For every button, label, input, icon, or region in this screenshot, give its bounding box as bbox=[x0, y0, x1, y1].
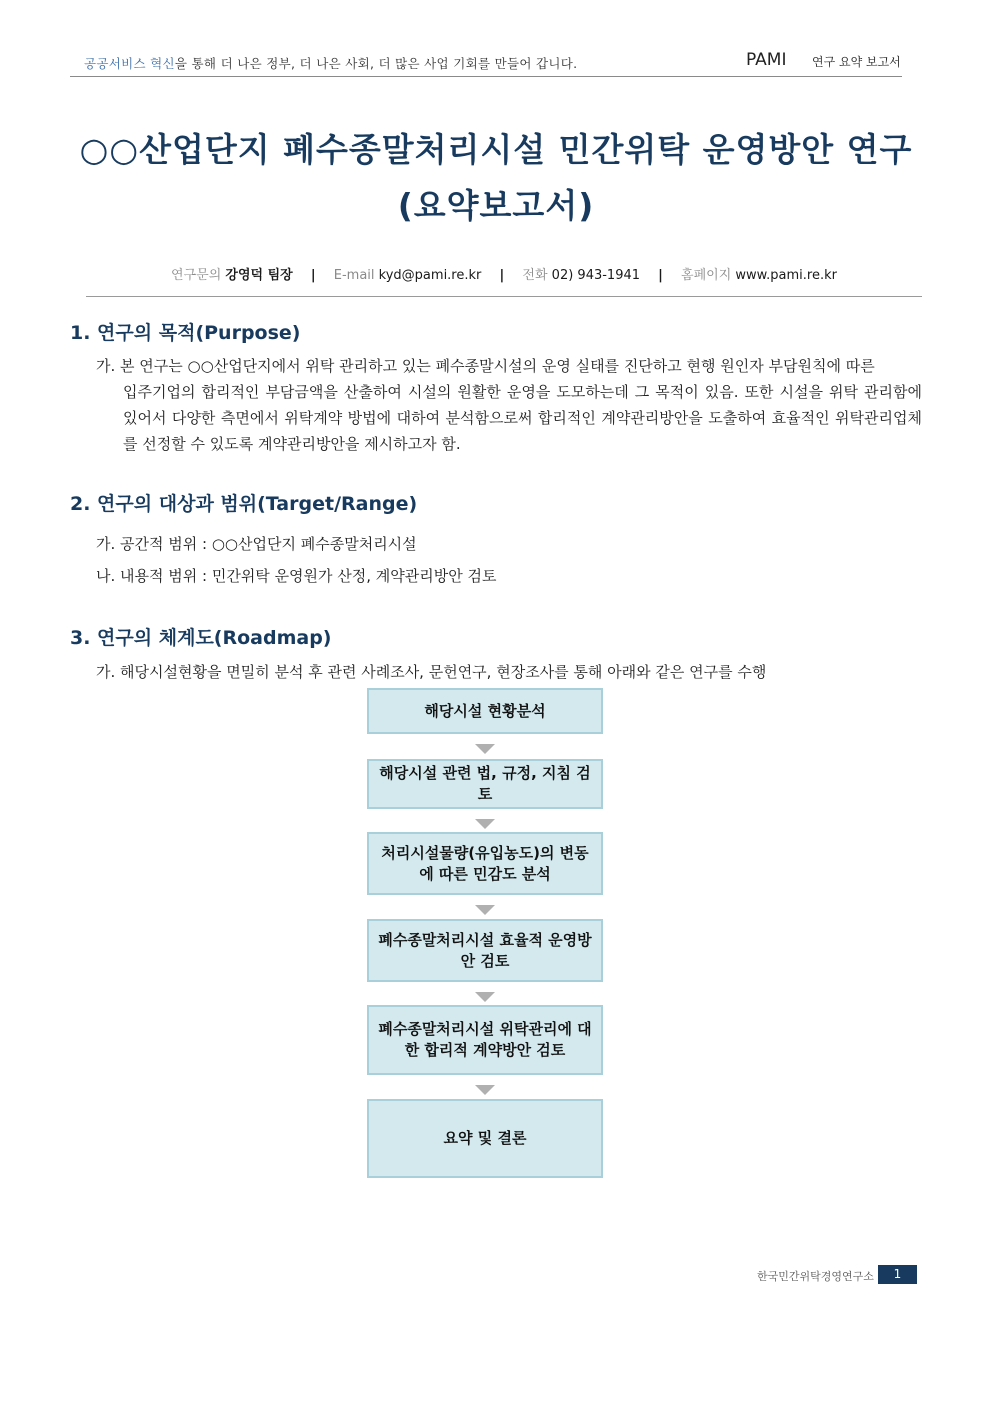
down-arrow-icon bbox=[475, 744, 495, 754]
down-arrow-icon bbox=[475, 819, 495, 829]
inquiry-label: 연구문의 bbox=[171, 268, 222, 283]
roadmap-step-1: 해당시설 현황분석 bbox=[367, 688, 603, 734]
roadmap-step-6: 요약 및 결론 bbox=[367, 1099, 603, 1178]
roadmap-step-5: 폐수종말처리시설 위탁관리에 대한 합리적 계약방안 검토 bbox=[367, 1005, 603, 1075]
email-label: E-mail bbox=[333, 268, 375, 283]
roadmap-step-3: 처리시설물량(유입농도)의 변동에 따른 민감도 분석 bbox=[367, 832, 603, 895]
inquiry-value: 강영덕 팀장 bbox=[225, 268, 293, 283]
down-arrow-icon bbox=[475, 1085, 495, 1095]
slogan-text: 을 통해 더 나은 정부, 더 나은 사회, 더 많은 사업 기회를 만들어 갑니다. bbox=[174, 56, 578, 71]
web-label: 홈페이지 bbox=[681, 268, 732, 283]
contact-line bbox=[0, 264, 992, 283]
web-value[interactable]: www.pami.re.kr bbox=[735, 268, 837, 283]
header-slogan bbox=[84, 54, 577, 72]
report-type: 연구 요약 보고서 bbox=[812, 55, 901, 69]
email-value[interactable]: kyd@pami.re.kr bbox=[378, 268, 482, 283]
section-3-heading: 3. 연구의 체계도(Roadmap) bbox=[70, 627, 332, 649]
phone-value: 02) 943-1941 bbox=[551, 268, 641, 283]
slogan-highlight: 공공서비스 혁신 bbox=[84, 56, 175, 71]
footer-org: 한국민간위탁경영연구소 bbox=[757, 1270, 874, 1283]
phone-label: 전화 bbox=[522, 268, 548, 283]
roadmap-step-2: 해당시설 관련 법, 규정, 지침 검토 bbox=[367, 759, 603, 809]
list-item: 가. 공간적 범위 : ○○산업단지 폐수종말처리시설 bbox=[96, 535, 417, 553]
section-1-paragraph bbox=[96, 353, 922, 457]
down-arrow-icon bbox=[475, 905, 495, 915]
page-header bbox=[70, 48, 902, 77]
separator: | bbox=[310, 268, 316, 283]
document-subtitle: (요약보고서) bbox=[397, 186, 595, 225]
section-1-heading: 1. 연구의 목적(Purpose) bbox=[70, 322, 301, 344]
paragraph-body: 입주기업의 합리적인 부담금액을 산출하여 시설의 원활한 운영을 도모하는데 그 목적이 있음. 또한 시설을 위탁 관리함에 있어서 다양한 측면에서 위탁계약 방법에 대하여 분석함으로써 합리적인 계약관리방안을 도출하여 효율적인 위탁관리업체를 선정할 수 있도록 계약관리방안을 제시하고자 함. bbox=[123, 383, 922, 453]
divider bbox=[86, 296, 922, 297]
list-item: 나. 내용적 범위 : 민간위탁 운영원가 산정, 계약관리방안 검토 bbox=[96, 567, 497, 585]
separator: | bbox=[499, 268, 505, 283]
paragraph-line-first: 가. 본 연구는 ○○산업단지에서 위탁 관리하고 있는 폐수종말시설의 운영 실태를 진단하고 현행 원인자 부담원칙에 따른 bbox=[96, 357, 875, 375]
brand-name: PAMI bbox=[746, 50, 787, 70]
section-2-heading: 2. 연구의 대상과 범위(Target/Range) bbox=[70, 493, 418, 515]
roadmap-step-4: 폐수종말처리시설 효율적 운영방안 검토 bbox=[367, 919, 603, 982]
document-title: ○○산업단지 폐수종말처리시설 민간위탁 운영방안 연구 bbox=[79, 130, 913, 169]
page-number: 1 bbox=[878, 1265, 917, 1284]
separator: | bbox=[658, 268, 663, 283]
down-arrow-icon bbox=[475, 992, 495, 1002]
list-item: 가. 해당시설현황을 면밀히 분석 후 관련 사례조사, 문헌연구, 현장조사를 통해 아래와 같은 연구를 수행 bbox=[96, 663, 767, 681]
